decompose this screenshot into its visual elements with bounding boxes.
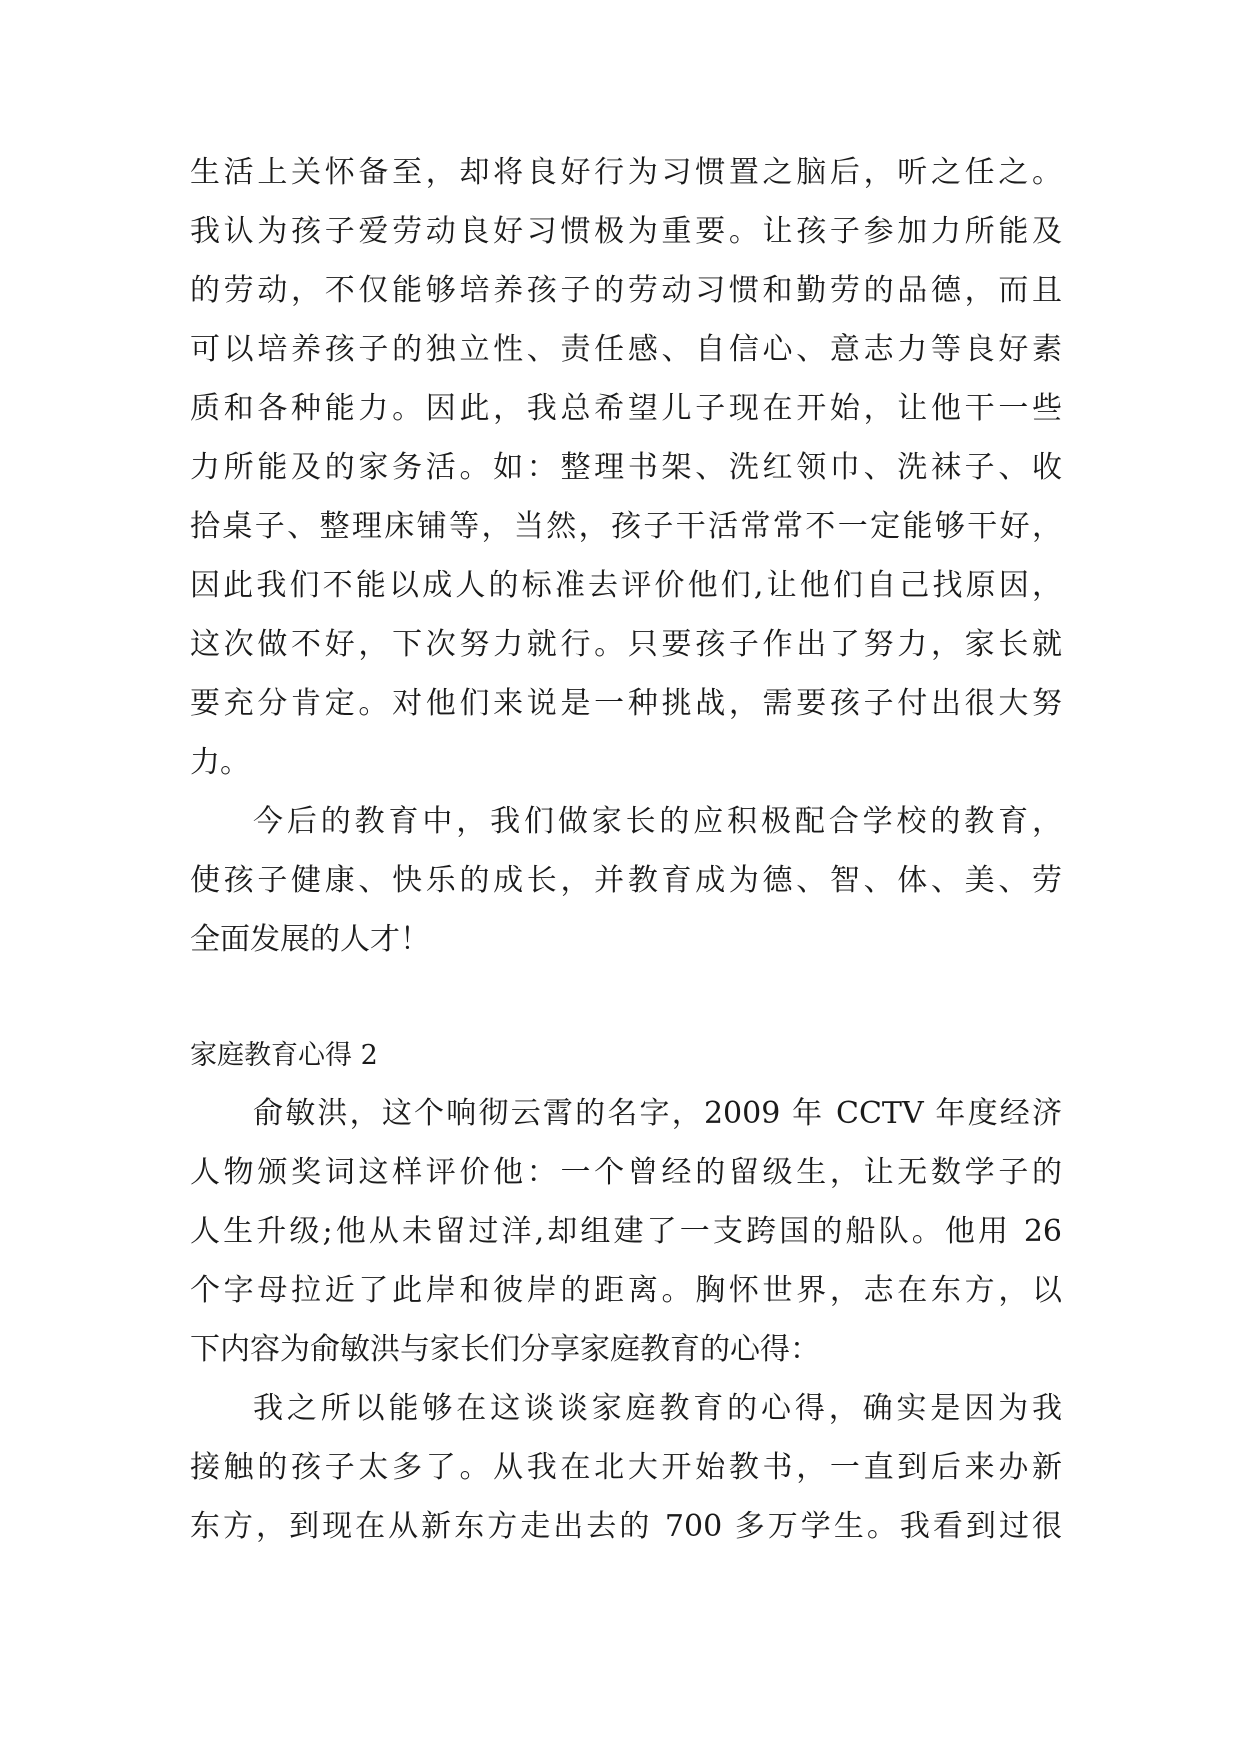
paragraph-line: 因此我们不能以成人的标准去评价他们,让他们自己找原因，: [190, 568, 1062, 603]
paragraph-line: 力所能及的家务活。如：整理书架、洗红领巾、洗袜子、收: [190, 450, 1062, 485]
paragraph-line: 使孩子健康、快乐的成长，并教育成为德、智、体、美、劳: [190, 863, 1062, 898]
paragraph-line: 要充分肯定。对他们来说是一种挑战，需要孩子付出很大努: [190, 686, 1062, 721]
paragraph-line: 全面发展的人才！: [190, 922, 430, 957]
paragraph-line: 力。: [190, 745, 250, 780]
paragraph-line: 我之所以能够在这谈谈家庭教育的心得，确实是因为我: [253, 1391, 1062, 1426]
paragraph-line: 人生升级;他从未留过洋,却组建了一支跨国的船队。他用 26: [190, 1214, 1062, 1249]
paragraph-line: 生活上关怀备至，却将良好行为习惯置之脑后，听之任之。: [190, 155, 1062, 190]
paragraph-line: 下内容为俞敏洪与家长们分享家庭教育的心得：: [190, 1332, 820, 1367]
paragraph-line: 的劳动，不仅能够培养孩子的劳动习惯和勤劳的品德，而且: [190, 273, 1062, 308]
section-heading: 家庭教育心得 2: [190, 1040, 378, 1071]
paragraph-line: 拾桌子、整理床铺等，当然，孩子干活常常不一定能够干好，: [190, 509, 1062, 544]
paragraph-line: 接触的孩子太多了。从我在北大开始教书，一直到后来办新: [190, 1450, 1062, 1485]
paragraph-line: 我认为孩子爱劳动良好习惯极为重要。让孩子参加力所能及: [190, 214, 1062, 249]
paragraph-line: 人物颁奖词这样评价他：一个曾经的留级生，让无数学子的: [190, 1155, 1062, 1190]
paragraph-line: 质和各种能力。因此，我总希望儿子现在开始，让他干一些: [190, 391, 1062, 426]
paragraph-line: 东方，到现在从新东方走出去的 700 多万学生。我看到过很: [190, 1509, 1062, 1544]
paragraph-line: 俞敏洪，这个响彻云霄的名字，2009 年 CCTV 年度经济: [253, 1096, 1062, 1131]
paragraph-line: 这次做不好，下次努力就行。只要孩子作出了努力，家长就: [190, 627, 1062, 662]
paragraph-line: 可以培养孩子的独立性、责任感、自信心、意志力等良好素: [190, 332, 1062, 367]
paragraph-line: 今后的教育中，我们做家长的应积极配合学校的教育，: [253, 804, 1062, 839]
paragraph-line: 个字母拉近了此岸和彼岸的距离。胸怀世界，志在东方，以: [190, 1273, 1062, 1308]
